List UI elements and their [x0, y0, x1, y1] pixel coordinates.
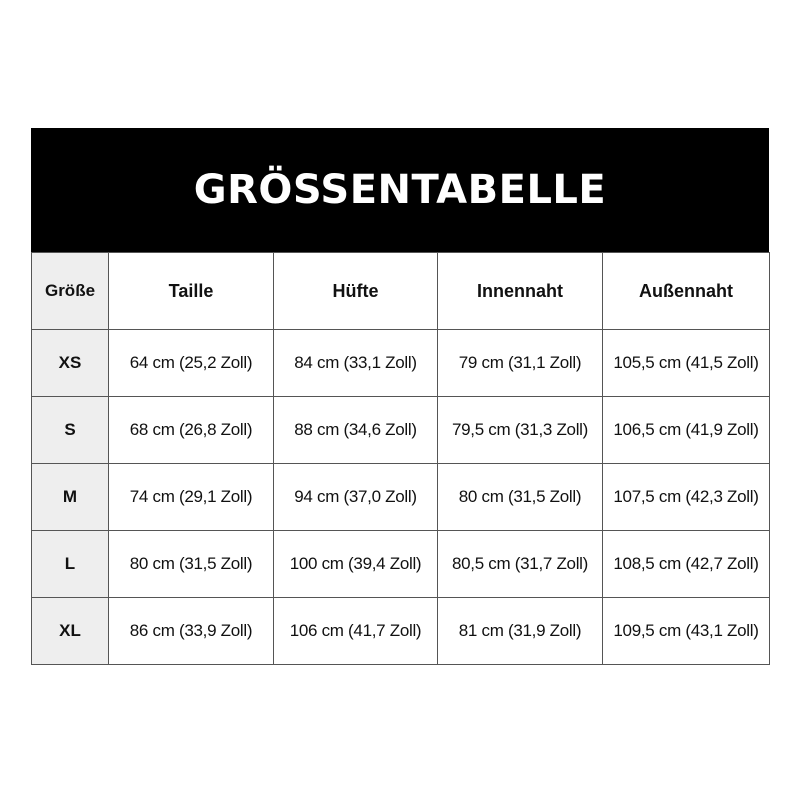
outseam-cell: 109,5 cm (43,1 Zoll) — [603, 598, 770, 665]
inseam-cell: 81 cm (31,9 Zoll) — [438, 598, 603, 665]
hip-cell: 100 cm (39,4 Zoll) — [274, 531, 438, 598]
title-banner — [31, 128, 769, 252]
table-row — [32, 531, 770, 598]
inseam-cell: 80 cm (31,5 Zoll) — [438, 464, 603, 531]
waist-cell: 74 cm (29,1 Zoll) — [109, 464, 274, 531]
column-header-inseam: Innennaht — [438, 253, 603, 330]
page-title: GRÖSSENTABELLE — [193, 167, 607, 213]
table-row — [32, 464, 770, 531]
waist-cell: 86 cm (33,9 Zoll) — [109, 598, 274, 665]
size-label: S — [32, 397, 109, 464]
hip-cell: 106 cm (41,7 Zoll) — [274, 598, 438, 665]
size-label: L — [32, 531, 109, 598]
inseam-cell: 79,5 cm (31,3 Zoll) — [438, 397, 603, 464]
column-header-waist: Taille — [109, 253, 274, 330]
column-header-size: Größe — [32, 253, 109, 330]
outseam-cell: 105,5 cm (41,5 Zoll) — [603, 330, 770, 397]
column-header-hip: Hüfte — [274, 253, 438, 330]
size-label: M — [32, 464, 109, 531]
table-row — [32, 330, 770, 397]
column-header-outseam: Außennaht — [603, 253, 770, 330]
size-label: XS — [32, 330, 109, 397]
outseam-cell: 106,5 cm (41,9 Zoll) — [603, 397, 770, 464]
inseam-cell: 79 cm (31,1 Zoll) — [438, 330, 603, 397]
table-row — [32, 598, 770, 665]
waist-cell: 80 cm (31,5 Zoll) — [109, 531, 274, 598]
waist-cell: 68 cm (26,8 Zoll) — [109, 397, 274, 464]
hip-cell: 88 cm (34,6 Zoll) — [274, 397, 438, 464]
waist-cell: 64 cm (25,2 Zoll) — [109, 330, 274, 397]
outseam-cell: 108,5 cm (42,7 Zoll) — [603, 531, 770, 598]
size-table — [31, 252, 770, 665]
table-header-row — [32, 253, 770, 330]
hip-cell: 84 cm (33,1 Zoll) — [274, 330, 438, 397]
size-chart — [31, 128, 769, 665]
table-row — [32, 397, 770, 464]
outseam-cell: 107,5 cm (42,3 Zoll) — [603, 464, 770, 531]
inseam-cell: 80,5 cm (31,7 Zoll) — [438, 531, 603, 598]
size-label: XL — [32, 598, 109, 665]
hip-cell: 94 cm (37,0 Zoll) — [274, 464, 438, 531]
